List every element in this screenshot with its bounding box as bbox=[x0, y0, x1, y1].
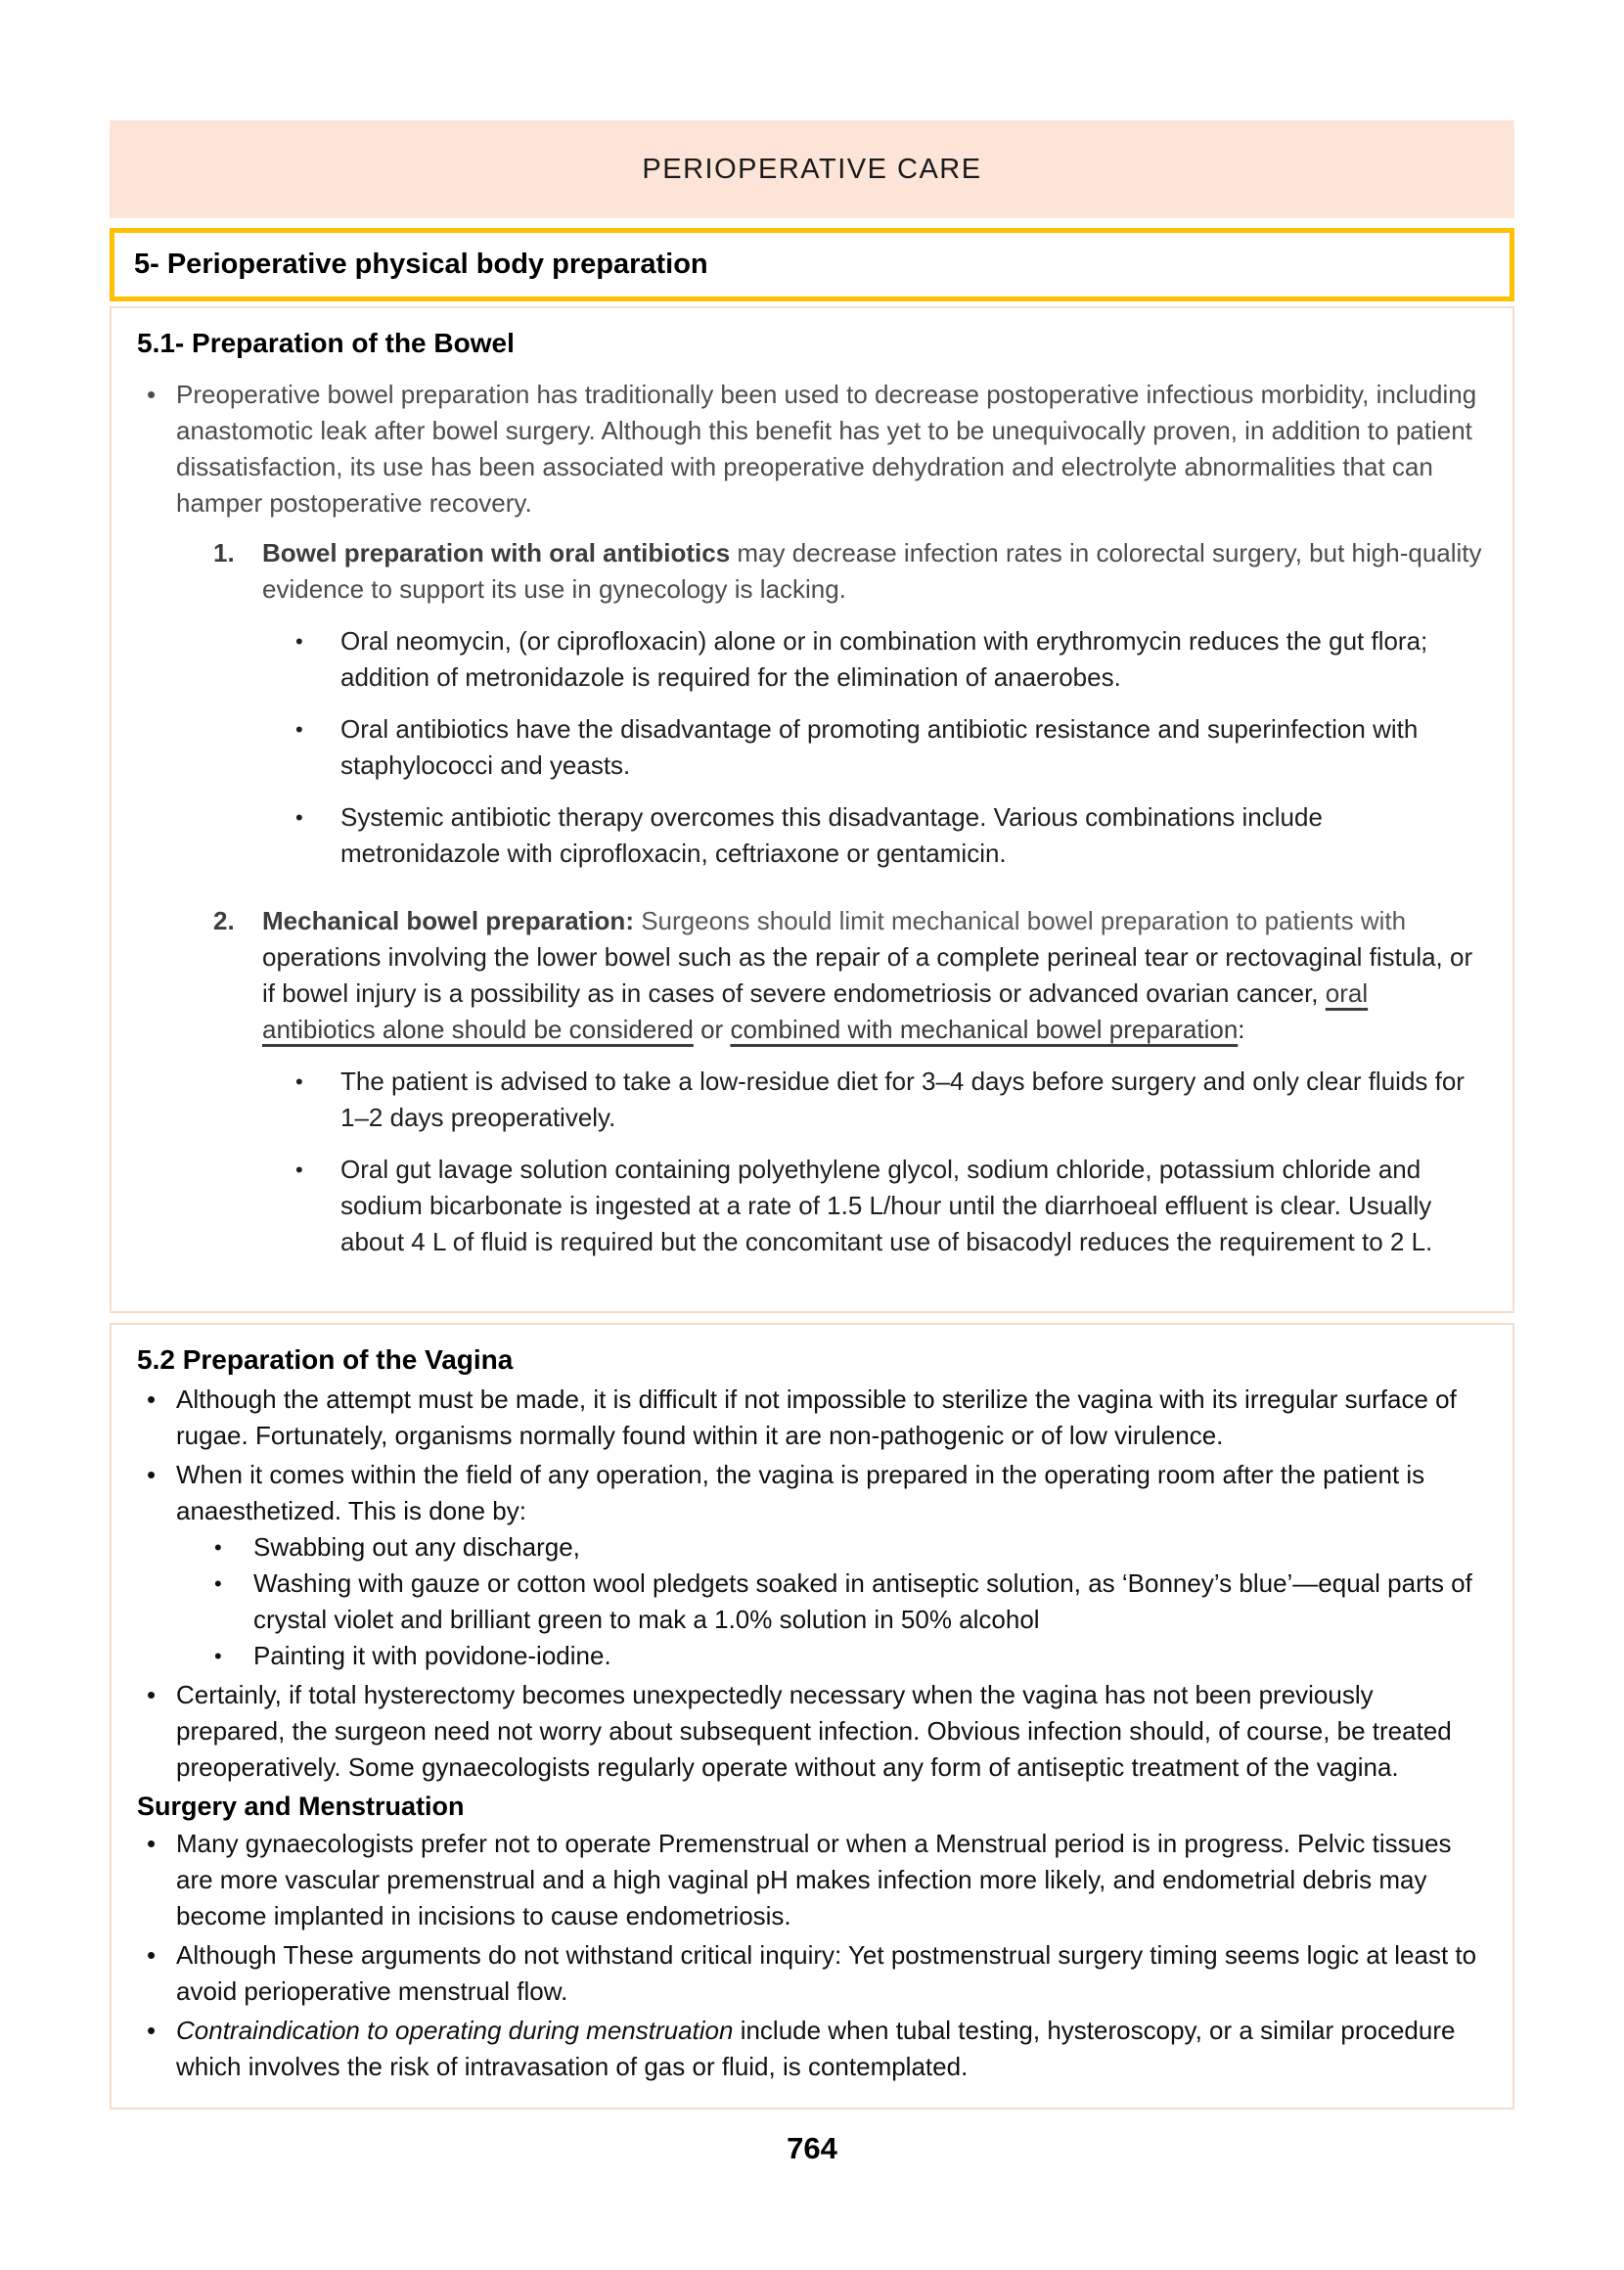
section-5-2-heading: 5.2 Preparation of the Vagina bbox=[137, 1344, 514, 1375]
list-item bbox=[340, 799, 1487, 872]
list-item bbox=[340, 711, 1487, 784]
section-5-title: 5- Perioperative physical body preparation bbox=[134, 249, 708, 280]
page-content bbox=[110, 0, 1514, 2166]
item-2-run-or: or bbox=[693, 1015, 731, 1044]
section-5-2-list bbox=[137, 1382, 1487, 1786]
item-2-run-gray: Surgeons should limit mechanical bowel preparation to patients with bbox=[633, 906, 1407, 935]
bullet-text: Although the attempt must be made, it is difficult if not impossible to sterilize the vagina with its irregular surface of rugae. Fortunately, organisms normally found within it are non-pathogenic or of low virulence. bbox=[176, 1385, 1457, 1450]
item-2-underlined-phrase-1: oral antibiotics alone should be considered bbox=[262, 978, 1369, 1044]
numbered-item-1 bbox=[137, 535, 1487, 887]
chapter-header-banner bbox=[110, 120, 1514, 218]
list-item bbox=[176, 377, 1487, 522]
intro-paragraph: Preoperative bowel preparation has traditionally been used to decrease postoperative infectious morbidity, including anastomotic leak after bowel surgery. Although this benefit has yet to be unequivocally proven, in addition to patient dissatisfaction, its use has been associated with preoperative dehydration and electrolyte abnormalities that can hamper postoperative recovery. bbox=[176, 380, 1477, 518]
item-2-sub-list bbox=[262, 1064, 1487, 1260]
bullet-text: Many gynaecologists prefer not to operate Premenstrual or when a Menstrual period is in progress. Pelvic tissues are more vascular premenstrual and a high vaginal pH makes infection more likely, and endometrial debris may become implanted in incisions to cause endometriosis. bbox=[176, 1829, 1452, 1930]
sub-bullet-text: Painting it with povidone-iodine. bbox=[253, 1641, 611, 1670]
item-1-lead-rest: may decrease infection rates in colorectal surgery, but high-quality evidence to support its use in gynecology is lacking. bbox=[262, 538, 1482, 604]
sub-bullet-text: Oral gut lavage solution containing polyethylene glycol, sodium chloride, potassium chloride and sodium bicarbonate is ingested at a rate of 1.5 L/hour until the diarrhoeal effluent is clear. Usually about 4 L of fluid is required but the concomitant use of bisacodyl reduces the requirement to 2 L. bbox=[340, 1155, 1433, 1256]
list-item bbox=[253, 1529, 1487, 1566]
item-2-run-dark: operations involving the lower bowel such as the repair of a complete perineal tear or rectovaginal fistula, or if bowel injury is a possibility as in cases of severe endometriosis or advanced ovarian cancer, bbox=[262, 942, 1473, 1008]
list-item bbox=[253, 1566, 1487, 1638]
list-item bbox=[176, 1382, 1487, 1454]
list-item bbox=[176, 1826, 1487, 1934]
section-5-1-intro-list bbox=[137, 377, 1487, 522]
item-2-run-colon: : bbox=[1238, 1015, 1245, 1044]
list-item bbox=[176, 1937, 1487, 2010]
item-1-lead-bold: Bowel preparation with oral antibiotics bbox=[262, 538, 731, 568]
sub-bullet-text: Swabbing out any discharge, bbox=[253, 1532, 580, 1562]
list-item bbox=[340, 1152, 1487, 1260]
bullet-text: Although These arguments do not withstand critical inquiry: Yet postmenstrual surgery timing seems logic at least to avoid perioperative menstrual flow. bbox=[176, 1940, 1477, 2006]
section-5-title-box bbox=[110, 228, 1514, 301]
list-item bbox=[340, 623, 1487, 696]
bullet-text: include when tubal testing, hysteroscopy, or a similar procedure which involves the risk of intravasation of gas or fluid, is contemplated. bbox=[176, 2016, 1456, 2081]
item-body bbox=[262, 535, 1487, 887]
page-number: 764 bbox=[787, 2131, 837, 2165]
bullet-text: When it comes within the field of any operation, the vagina is prepared in the operating room after the patient is anaesthetized. This is done by: bbox=[176, 1460, 1425, 1525]
item-number: 2. bbox=[213, 906, 235, 935]
list-item bbox=[340, 1064, 1487, 1136]
sub-bullet-text: Oral neomycin, (or ciprofloxacin) alone or in combination with erythromycin reduces the gut flora; addition of metronidazole is required for the elimination of anaerobes. bbox=[340, 626, 1428, 692]
numbered-item-2 bbox=[137, 903, 1487, 1276]
list-item bbox=[176, 1677, 1487, 1786]
surgery-menstruation-list bbox=[137, 1826, 1487, 2085]
item-body bbox=[262, 903, 1487, 1276]
item-number: 1. bbox=[213, 538, 235, 568]
item-2-underlined-phrase-2: combined with mechanical bowel preparation bbox=[730, 1015, 1239, 1044]
sub-bullet-text: Washing with gauze or cotton wool pledgets soaked in antiseptic solution, as ‘Bonney’s blue’—equal parts of crystal violet and brilliant green to mak a 1.0% solution in 50% alcohol bbox=[253, 1568, 1472, 1634]
list-item bbox=[253, 1638, 1487, 1674]
section-5-1-box bbox=[110, 306, 1514, 1313]
sub-bullet-text: Oral antibiotics have the disadvantage of promoting antibiotic resistance and superinfection with staphylococci and yeasts. bbox=[340, 714, 1419, 780]
surgery-menstruation-subheading: Surgery and Menstruation bbox=[137, 1792, 465, 1821]
item-1-sub-list bbox=[262, 623, 1487, 872]
section-5-2-box bbox=[110, 1323, 1514, 2110]
list-item bbox=[176, 1457, 1487, 1674]
bullet-text: Certainly, if total hysterectomy becomes unexpectedly necessary when the vagina has not been previously prepared, the surgeon need not worry about subsequent infection. Obvious infection should, of course, be treated preoperatively. Some gynaecologists regularly operate without any form of antiseptic treatment of the vagina. bbox=[176, 1680, 1452, 1782]
sub-bullet-text: The patient is advised to take a low-residue diet for 3–4 days before surgery and only clear fluids for 1–2 days preoperatively. bbox=[340, 1067, 1465, 1132]
chapter-title: PERIOPERATIVE CARE bbox=[642, 153, 982, 185]
vagina-prep-sub-list bbox=[176, 1529, 1487, 1674]
section-5-1-heading: 5.1- Preparation of the Bowel bbox=[137, 328, 515, 358]
bullet-italic-lead: Contraindication to operating during menstruation bbox=[176, 2016, 734, 2045]
item-2-lead-bold: Mechanical bowel preparation: bbox=[262, 906, 634, 935]
sub-bullet-text: Systemic antibiotic therapy overcomes this disadvantage. Various combinations include metronidazole with ciprofloxacin, ceftriaxone or gentamicin. bbox=[340, 802, 1323, 868]
list-item bbox=[176, 2013, 1487, 2085]
